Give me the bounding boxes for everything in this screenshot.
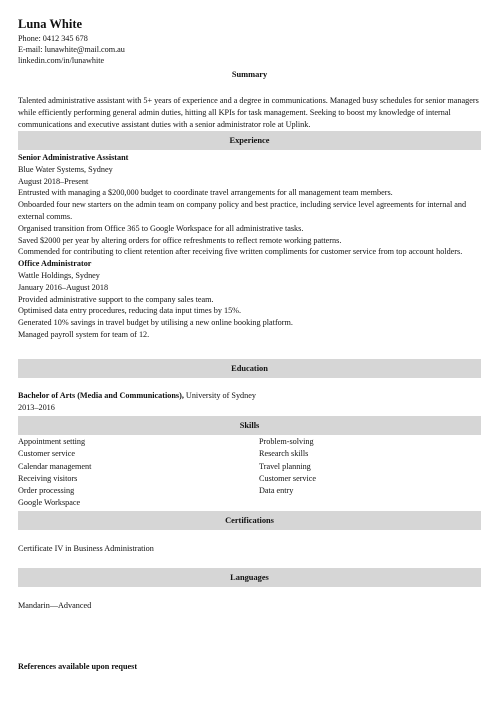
- skills-column-2: [259, 436, 479, 497]
- skill-item: Problem-solving: [259, 437, 314, 446]
- job-bullet: Commended for contributing to client retention after receiving five written compliments for customer service from top account holders.: [18, 247, 463, 257]
- linkedin-url: linkedin.com/in/lunawhite: [18, 56, 105, 65]
- skill-item: Google Workspace: [18, 498, 81, 508]
- languages-heading: Languages: [18, 568, 481, 587]
- job-dates: January 2016–August 2018: [18, 282, 109, 292]
- job-bullet: Organised transition from Office 365 to Google Workspace for all administrative tasks.: [18, 223, 304, 233]
- candidate-name: Luna White: [18, 17, 83, 31]
- skills-column-1: [18, 436, 258, 510]
- references-note: References available upon request: [18, 662, 138, 671]
- education-dates: 2013–2016: [18, 402, 55, 412]
- job-dates: August 2018–Present: [18, 176, 89, 186]
- job-bullet: Managed payroll system for team of 12.: [18, 329, 150, 339]
- certification-item: Certificate IV in Business Administration: [18, 544, 154, 553]
- skill-item: Data entry: [259, 486, 294, 496]
- job-bullet: Saved $2000 per year by altering orders for office refreshments to reflect remote working patterns.: [18, 235, 342, 245]
- job-bullet: Onboarded four new starters on the admin team on company policy and best practice, including service level agreements for internal and external comms.: [18, 200, 467, 221]
- job-bullet: Generated 10% savings in travel budget by utilising a new online booking platform.: [18, 318, 293, 328]
- school: University of Sydney: [183, 391, 256, 400]
- experience-section: [18, 152, 481, 341]
- education-section: [18, 390, 481, 414]
- skill-item: Customer service: [18, 449, 76, 459]
- job-bullet: Entrusted with managing a $200,000 budget to coordinate travel arrangements for all management team members.: [18, 188, 393, 198]
- experience-heading: Experience: [18, 131, 481, 150]
- skill-item: Research skills: [259, 449, 309, 459]
- summary-heading: Summary: [231, 70, 268, 79]
- summary-text: Talented administrative assistant with 5+ years of experience and a degree in communications. Managed busy schedules for senior managers while efficiently performing general admin duties, hitting all KPIs for task management. Seeking to boost my knowledge of internal communications and executive assistant duties with a senior administrator role at Uplink.: [18, 96, 479, 129]
- certifications-heading: Certifications: [18, 511, 481, 530]
- skill-item: Customer service: [259, 473, 317, 483]
- skill-item: Appointment setting: [18, 437, 86, 446]
- skills-heading: Skills: [18, 416, 481, 435]
- contact-info: [18, 33, 125, 66]
- email: E-mail: lunawhite@mail.com.au: [18, 45, 125, 54]
- job-company: Blue Water Systems, Sydney: [18, 164, 113, 174]
- phone: Phone: 0412 345 678: [18, 34, 88, 43]
- skill-item: Travel planning: [259, 461, 311, 471]
- job-company: Wattle Holdings, Sydney: [18, 270, 100, 280]
- skill-item: Calendar management: [18, 461, 92, 471]
- skill-item: Receiving visitors: [18, 473, 78, 483]
- skill-item: Order processing: [18, 486, 75, 496]
- degree: Bachelor of Arts (Media and Communications),: [18, 391, 184, 400]
- language-item: Mandarin—Advanced: [18, 601, 92, 610]
- job-title: Senior Administrative Assistant: [18, 153, 129, 162]
- job-bullet: Provided administrative support to the company sales team.: [18, 294, 214, 304]
- education-heading: Education: [18, 359, 481, 378]
- job-title: Office Administrator: [18, 259, 92, 269]
- job-bullet: Optimised data entry procedures, reducing data input times by 15%.: [18, 306, 242, 316]
